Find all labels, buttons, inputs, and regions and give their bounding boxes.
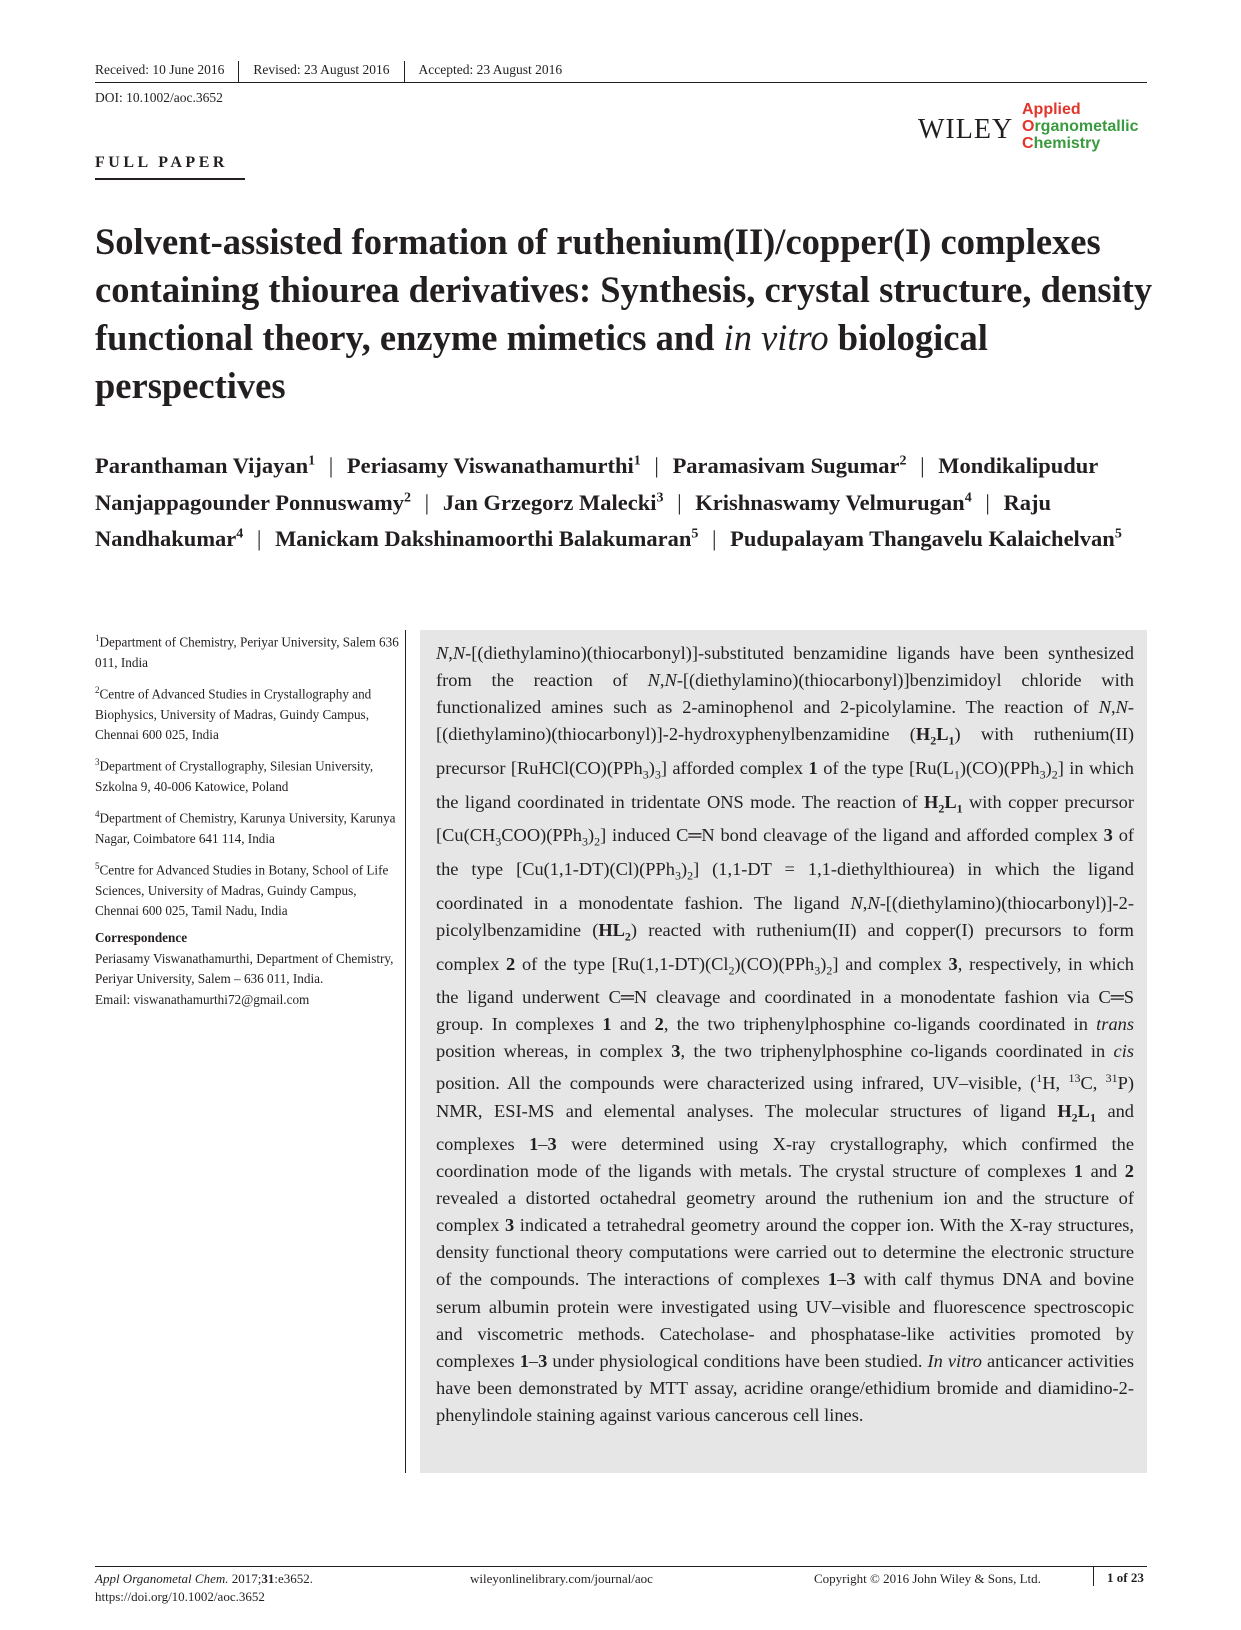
header-rule	[95, 82, 1147, 83]
article-type: FULL PAPER	[95, 154, 228, 171]
author-separator: |	[920, 453, 925, 478]
author-name: Paramasivam Sugumar$^2$	[672, 453, 907, 478]
citation-doi-link[interactable]: https://doi.org/10.1002/aoc.3652	[95, 1589, 265, 1604]
author-name: Krishnaswamy Velmurugan$^4$	[695, 489, 972, 515]
journal-logo-line1: Applied	[1022, 101, 1081, 118]
author-affiliation-number: 2	[404, 490, 412, 505]
author-separator: |	[985, 489, 990, 515]
author-affiliation-number: 1	[308, 453, 316, 469]
author-separator: |	[654, 453, 659, 478]
author-affiliation-number: 4	[236, 526, 244, 542]
journal-website-link[interactable]: wileyonlinelibrary.com/journal/aoc	[470, 1571, 653, 1586]
affiliation-item: $^4$Department of Chemistry, Karunya University, Karunya Nagar, Coimbatore 641 114, India	[95, 809, 396, 847]
author-name: Pudupalayam Thangavelu Kalaichelvan$^5$	[730, 526, 1122, 551]
article-title: Solvent-assisted formation of ruthenium(II)/copper(I) complexes containing thiourea derivatives: Synthesis, crystal structure, density functional theory, enzyme mimetics and in vitro biological perspectives	[95, 221, 1153, 406]
correspondence-text: Periasamy Viswanathamurthi, Department of Chemistry, Periyar University, Salem – 636 011, India.	[95, 950, 394, 987]
column-divider	[405, 630, 406, 1473]
correspondence-email[interactable]: Email: viswanathamurthi72@gmail.com	[95, 991, 310, 1007]
page-number: 1 of 23	[1107, 1570, 1144, 1585]
divider	[238, 61, 239, 83]
correspondence-heading: Correspondence	[95, 930, 188, 946]
author-name: Manickam Dakshinamoorthi Balakumaran$^5$	[275, 526, 699, 551]
title-italic: in vitro	[723, 317, 829, 358]
affiliation-item: $^2$Centre of Advanced Studies in Crystallography and Biophysics, University of Madras, Guindy Campus, Chennai 600 025, India	[95, 684, 372, 743]
author-name: Mondikalipudur Nanjappagounder Ponnuswamy$^2$	[95, 453, 1098, 515]
abstract: N,N-[(diethylamino)(thiocarbonyl)]-substituted benzamidine ligands have been synthesized from the reaction of N,N-[(diethylamino)(thiocarbonyl)]benzimidoyl chloride with functionalized amines such as 2-aminophenol and 2-picolylamine. The reaction of N,N-[(diethylamino)(thiocarbonyl)]-2-hydroxyphenylbenzamidine $(H_2L_1)$ with ruthenium(II) precursor $[RuHCl(CO)(PPh_3)_3]$ afforded complex 1 of the type $[Ru(L_1)(CO)(PPh_3)_2]$ in which the ligand coordinated in tridentate ONS mode. The reaction of $H_2L_1$ with copper precursor $[Cu(CH_3COO)(PPh_3)_2]$ induced C═N bond cleavage of the ligand and afforded complex 3 of the type $[Cu(1,1-DT)(Cl)(PPh_3)_2] (1,1-DT$ = 1,1-diethylthiourea) in which the ligand coordinated in a monodentate fashion. The ligand N,N-[(diethylamino)(thiocarbonyl)]-2-picolylbenzamidine $(HL_2)$ reacted with ruthenium(II) and copper(I) precursors to form complex 2 of the type $[Ru(1,1-DT)(Cl_2)(CO)(PPh_3)_2]$ and complex 3, respectively, in which the ligand underwent C═N cleavage and coordinated in a monodentate fashion via C═S group. In complexes 1 and 2, the two triphenylphosphine co-ligands coordinated in trans position whereas, in complex 3, the two triphenylphosphine co-ligands coordinated in cis position. All the compounds were characterized using infrared, UV–visible, ($^1$H, $^{13}$C, $^{31}$P) NMR, ESI-MS and elemental analyses. The molecular structures of ligand $H_2L_1$ and complexes 1–3 were determined using X-ray crystallography, which confirmed the coordination mode of the ligands with metals. The crystal structure of complexes 1 and 2 revealed a distorted octahedral geometry around the ruthenium ion and the structure of complex 3 indicated a tetrahedral geometry around the copper ion. With the X-ray structures, density functional theory computations were carried out to determine the electronic structure of the compounds. The interactions of complexes 1–3 with calf thymus DNA and bovine serum albumin protein were investigated using UV–visible and fluorescence spectroscopic and viscometric methods. Catecholase- and phosphatase-like activities promoted by complexes 1–3 under physiological conditions have been studied. In vitro anticancer activities have been demonstrated by MTT assay, acridine orange/ethidium bromide and diamidino-2-phenylindole staining against various cancerous cell lines.	[436, 643, 1135, 1425]
publisher-logo: WILEY	[918, 114, 1014, 145]
journal-logo-line3: Chemistry	[1022, 135, 1101, 152]
doi: DOI: 10.1002/aoc.3652	[95, 90, 223, 105]
author-name: Periasamy Viswanathamurthi$^1$	[346, 453, 641, 478]
received-date: Received: 10 June 2016	[95, 62, 225, 77]
affiliation-item: $^3$Department of Crystallography, Silesian University, Szkolna 9, 40-006 Katowice, Poland	[95, 757, 374, 795]
author-affiliation-number: 2	[899, 453, 907, 469]
accepted-date: Accepted: 23 August 2016	[418, 62, 563, 77]
author-name: Paranthaman Vijayan$^1$	[95, 453, 316, 478]
citation: Appl Organometal Chem. 2017;31:e3652. https://doi.org/10.1002/aoc.3652	[95, 1571, 313, 1604]
journal-logo	[1022, 101, 1138, 152]
author-affiliation-number: 5	[691, 526, 699, 542]
author-separator: |	[424, 489, 430, 515]
author-list	[95, 448, 1155, 558]
author-affiliation-number: 3	[656, 490, 664, 505]
divider	[404, 61, 405, 83]
author-separator: |	[677, 489, 682, 515]
author-separator: |	[256, 526, 262, 551]
author-affiliation-number: 4	[964, 490, 972, 505]
revised-date: Revised: 23 August 2016	[253, 62, 390, 77]
journal-logo-line2: Organometallic	[1022, 118, 1139, 135]
author-affiliation-number: 1	[633, 453, 641, 469]
author-name: Jan Grzegorz Malecki$^3$	[442, 489, 664, 515]
affiliations	[95, 628, 400, 1010]
copyright: Copyright © 2016 John Wiley & Sons, Ltd.	[814, 1571, 1041, 1586]
affiliation-item: $^1$Department of Chemistry, Periyar University, Salem 636 011, India	[95, 633, 399, 670]
author-name: Raju Nandhakumar$^4$	[95, 489, 1051, 551]
author-separator: |	[712, 526, 717, 551]
history-dates	[95, 59, 562, 81]
author-affiliation-number: 5	[1114, 526, 1122, 542]
article-type-underline	[95, 178, 245, 180]
affiliation-item: $^5$Centre for Advanced Studies in Botany, School of Life Sciences, University of Madras, Guindy Campus, Chennai 600 025, Tamil Nadu, India	[95, 861, 389, 919]
footer-divider	[1093, 1566, 1094, 1586]
author-separator: |	[328, 453, 334, 478]
footer-rule	[95, 1566, 1147, 1567]
